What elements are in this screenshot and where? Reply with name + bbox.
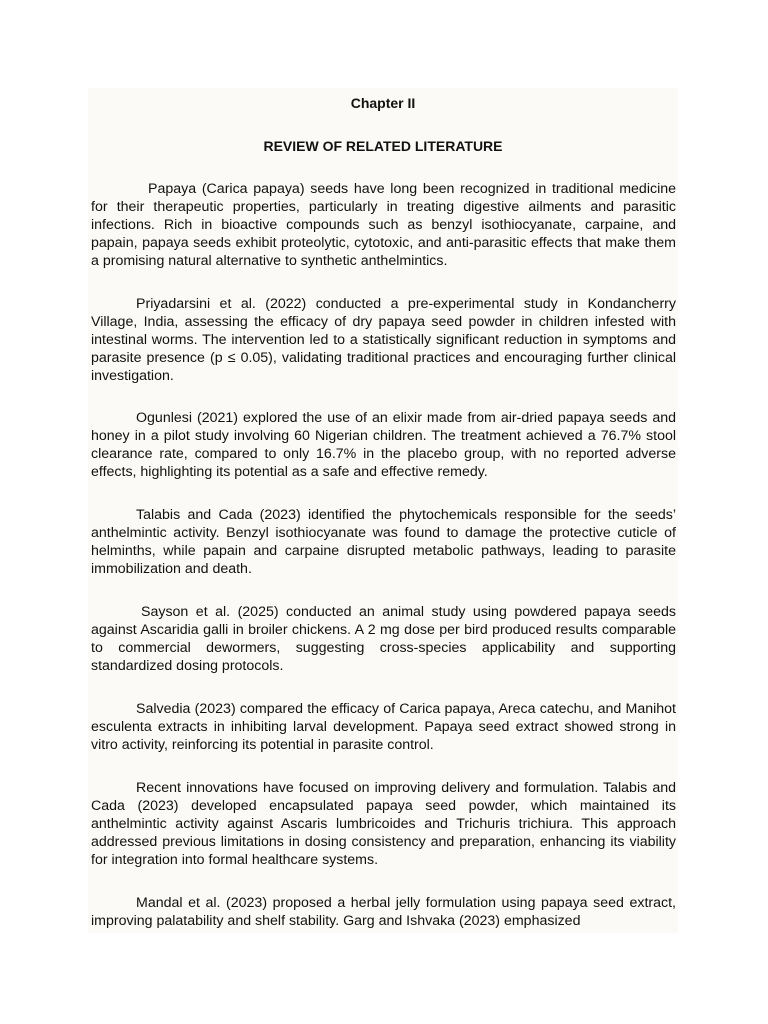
- paragraph-papaya-seeds: Papaya (Carica papaya) seeds have long been recognized in traditional medicine for their therapeutic properties, particularly in treating digestive ailments and parasitic infections. Rich in bioactive compounds such as benzyl isothiocyanate, carpaine, and papain, papaya seeds exhibit proteolytic, cytotoxic, and anti-parasitic effects that make them a promising natural alternative to synthetic anthelmintics.: [91, 181, 676, 269]
- text-body: [88, 88, 678, 933]
- paragraph-salvedia: Salvedia (2023) compared the efficacy of Carica papaya, Areca catechu, and Manihot esculenta extracts in inhibiting larval development. Papaya seed extract showed strong in vitro activity, reinforcing its potential in parasite control.: [91, 701, 676, 753]
- paragraph-ogunlesi: Ogunlesi (2021) explored the use of an elixir made from air-dried papaya seeds and honey in a pilot study involving 60 Nigerian children. The treatment achieved a 76.7% stool clearance rate, compared to only 16.7% in the placebo group, with no reported adverse effects, highlighting its potential as a safe and effective remedy.: [91, 410, 676, 480]
- section-title: REVIEW OF RELATED LITERATURE: [263, 138, 503, 154]
- paragraph-talabis-cada: Talabis and Cada (2023) identified the phytochemicals responsible for the seeds’ anthelmintic activity. Benzyl isothiocyanate was found to damage the protective cuticle of helminths, while papain and carpaine disrupted metabolic pathways, leading to parasite immobilization and death.: [91, 507, 676, 577]
- paragraph-mandal: Mandal et al. (2023) proposed a herbal jelly formulation using papaya seed extract, improving palatability and shelf stability. Garg and Ishvaka (2023) emphasized: [91, 895, 676, 929]
- paragraph-priyadarsini: Priyadarsini et al. (2022) conducted a pre-experimental study in Kondancherry Village, India, assessing the efficacy of dry papaya seed powder in children infested with intestinal worms. The intervention led to a statistically significant reduction in symptoms and parasite presence (p ≤ 0.05), validating traditional practices and encouraging further clinical investigation.: [91, 296, 676, 384]
- chapter-heading: Chapter II: [350, 95, 416, 111]
- paragraph-sayson: Sayson et al. (2025) conducted an animal study using powdered papaya seeds against Ascaridia galli in broiler chickens. A 2 mg dose per bird produced results comparable to commercial dewormers, suggesting cross-species applicability and supporting standardized dosing protocols.: [91, 604, 676, 674]
- paragraph-recent-innovations: Recent innovations have focused on improving delivery and formulation. Talabis and Cada (2023) developed encapsulated papaya seed powder, which maintained its anthelmintic activity against Ascaris lumbricoides and Trichuris trichiura. This approach addressed previous limitations in dosing consistency and preparation, enhancing its viability for integration into formal healthcare systems.: [91, 780, 676, 868]
